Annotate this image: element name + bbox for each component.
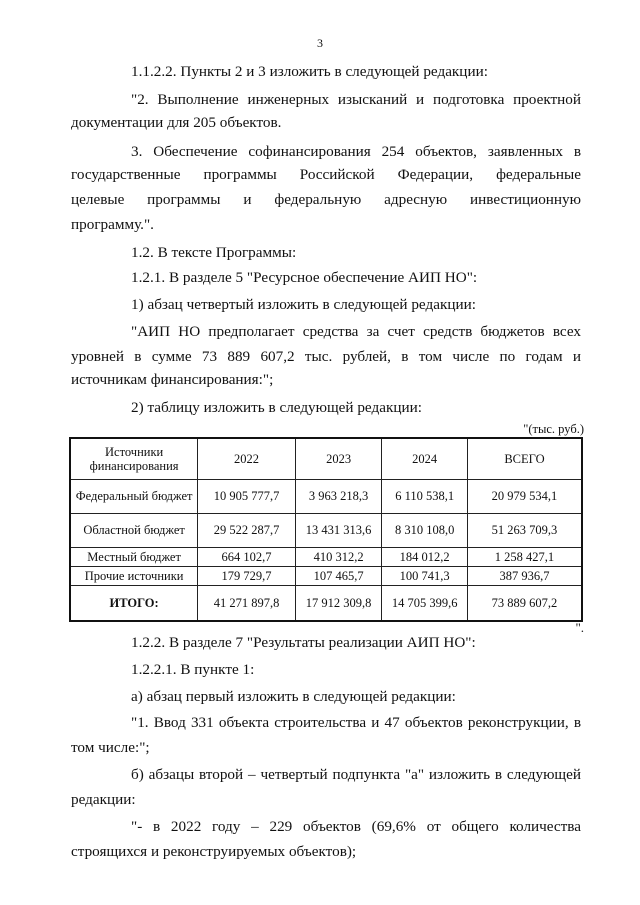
header-sources — [70, 438, 198, 480]
paragraph-12-line-2: том числе:"; — [71, 739, 150, 756]
cell-2023: 107 465,7 — [295, 567, 382, 586]
total-2024: 14 705 399,6 — [382, 586, 468, 622]
header-2022: 2022 — [198, 438, 296, 480]
cell-total: 387 936,7 — [467, 567, 582, 586]
header-sources-line-1: Источники — [105, 445, 164, 459]
paragraph-3-line-3: целевые программы и федеральную адресную инвестиционную — [71, 191, 581, 208]
cell-2024: 184 012,2 — [382, 548, 468, 567]
paragraph-9: 1.2.2. В разделе 7 "Результаты реализации АИП НО": — [131, 634, 476, 651]
paragraph-3-line-1: 3. Обеспечение софинансирования 254 объектов, заявленных в — [131, 143, 581, 160]
paragraph-14-line-1: "- в 2022 году – 229 объектов (69,6% от общего количества — [131, 818, 581, 835]
cell-2023: 410 312,2 — [295, 548, 382, 567]
paragraph-7-line-3: источникам финансирования:"; — [71, 371, 274, 388]
table-row — [70, 514, 582, 548]
financing-table — [69, 437, 583, 622]
row-label: Прочие источники — [70, 567, 198, 586]
cell-total: 51 263 709,3 — [467, 514, 582, 548]
table-header-row — [70, 438, 582, 480]
paragraph-14-line-2: строящихся и реконструируемых объектов); — [71, 843, 357, 860]
header-2023: 2023 — [295, 438, 382, 480]
cell-2022: 179 729,7 — [198, 567, 296, 586]
total-2023: 17 912 309,8 — [295, 586, 382, 622]
row-label: Местный бюджет — [70, 548, 198, 567]
paragraph-7-line-1: "АИП НО предполагает средства за счет средств бюджетов всех — [131, 323, 581, 340]
paragraph-8: 2) таблицу изложить в следующей редакции: — [131, 399, 422, 416]
table-row — [70, 548, 582, 567]
row-label: Областной бюджет — [70, 514, 198, 548]
table-row — [70, 567, 582, 586]
cell-2023: 13 431 313,6 — [295, 514, 382, 548]
cell-2024: 8 310 108,0 — [382, 514, 468, 548]
table-total-row — [70, 586, 582, 622]
paragraph-10: 1.2.2.1. В пункте 1: — [131, 661, 255, 678]
table-row — [70, 480, 582, 514]
paragraph-1: 1.1.2.2. Пункты 2 и 3 изложить в следующей редакции: — [131, 63, 488, 80]
paragraph-12-line-1: "1. Ввод 331 объекта строительства и 47 объектов реконструкции, в — [131, 714, 581, 731]
header-2024: 2024 — [382, 438, 468, 480]
cell-2023: 3 963 218,3 — [295, 480, 382, 514]
paragraph-13-line-1: б) абзацы второй – четвертый подпункта "а" изложить в следующей — [131, 766, 581, 783]
row-label: Федеральный бюджет — [70, 480, 198, 514]
paragraph-5: 1.2.1. В разделе 5 "Ресурсное обеспечение АИП НО": — [131, 269, 478, 286]
paragraph-6: 1) абзац четвертый изложить в следующей редакции: — [131, 296, 476, 313]
paragraph-3-line-2: государственные программы Российской Федерации, федеральные — [71, 166, 581, 183]
paragraph-3-line-4: программу.". — [71, 216, 154, 233]
paragraph-2-line-2: документации для 205 объектов. — [71, 114, 282, 131]
page-number: 3 — [317, 36, 323, 50]
table-unit-label: "(тыс. руб.) — [523, 422, 584, 436]
total-all: 73 889 607,2 — [467, 586, 582, 622]
header-total: ВСЕГО — [467, 438, 582, 480]
cell-2022: 29 522 287,7 — [198, 514, 296, 548]
paragraph-7-line-2: уровней в сумме 73 889 607,2 тыс. рублей, в том числе по годам и — [71, 348, 581, 365]
total-label: ИТОГО: — [70, 586, 198, 622]
paragraph-11: а) абзац первый изложить в следующей редакции: — [131, 688, 456, 705]
cell-2024: 6 110 538,1 — [382, 480, 468, 514]
paragraph-2-line-1: "2. Выполнение инженерных изысканий и подготовка проектной — [131, 91, 581, 108]
cell-total: 1 258 427,1 — [467, 548, 582, 567]
paragraph-13-line-2: редакции: — [71, 791, 136, 808]
header-sources-line-2: финансирования — [89, 459, 179, 473]
cell-2022: 664 102,7 — [198, 548, 296, 567]
cell-2022: 10 905 777,7 — [198, 480, 296, 514]
total-2022: 41 271 897,8 — [198, 586, 296, 622]
cell-total: 20 979 534,1 — [467, 480, 582, 514]
paragraph-4: 1.2. В тексте Программы: — [131, 244, 297, 261]
cell-2024: 100 741,3 — [382, 567, 468, 586]
table-closing-quote: ". — [575, 620, 584, 635]
